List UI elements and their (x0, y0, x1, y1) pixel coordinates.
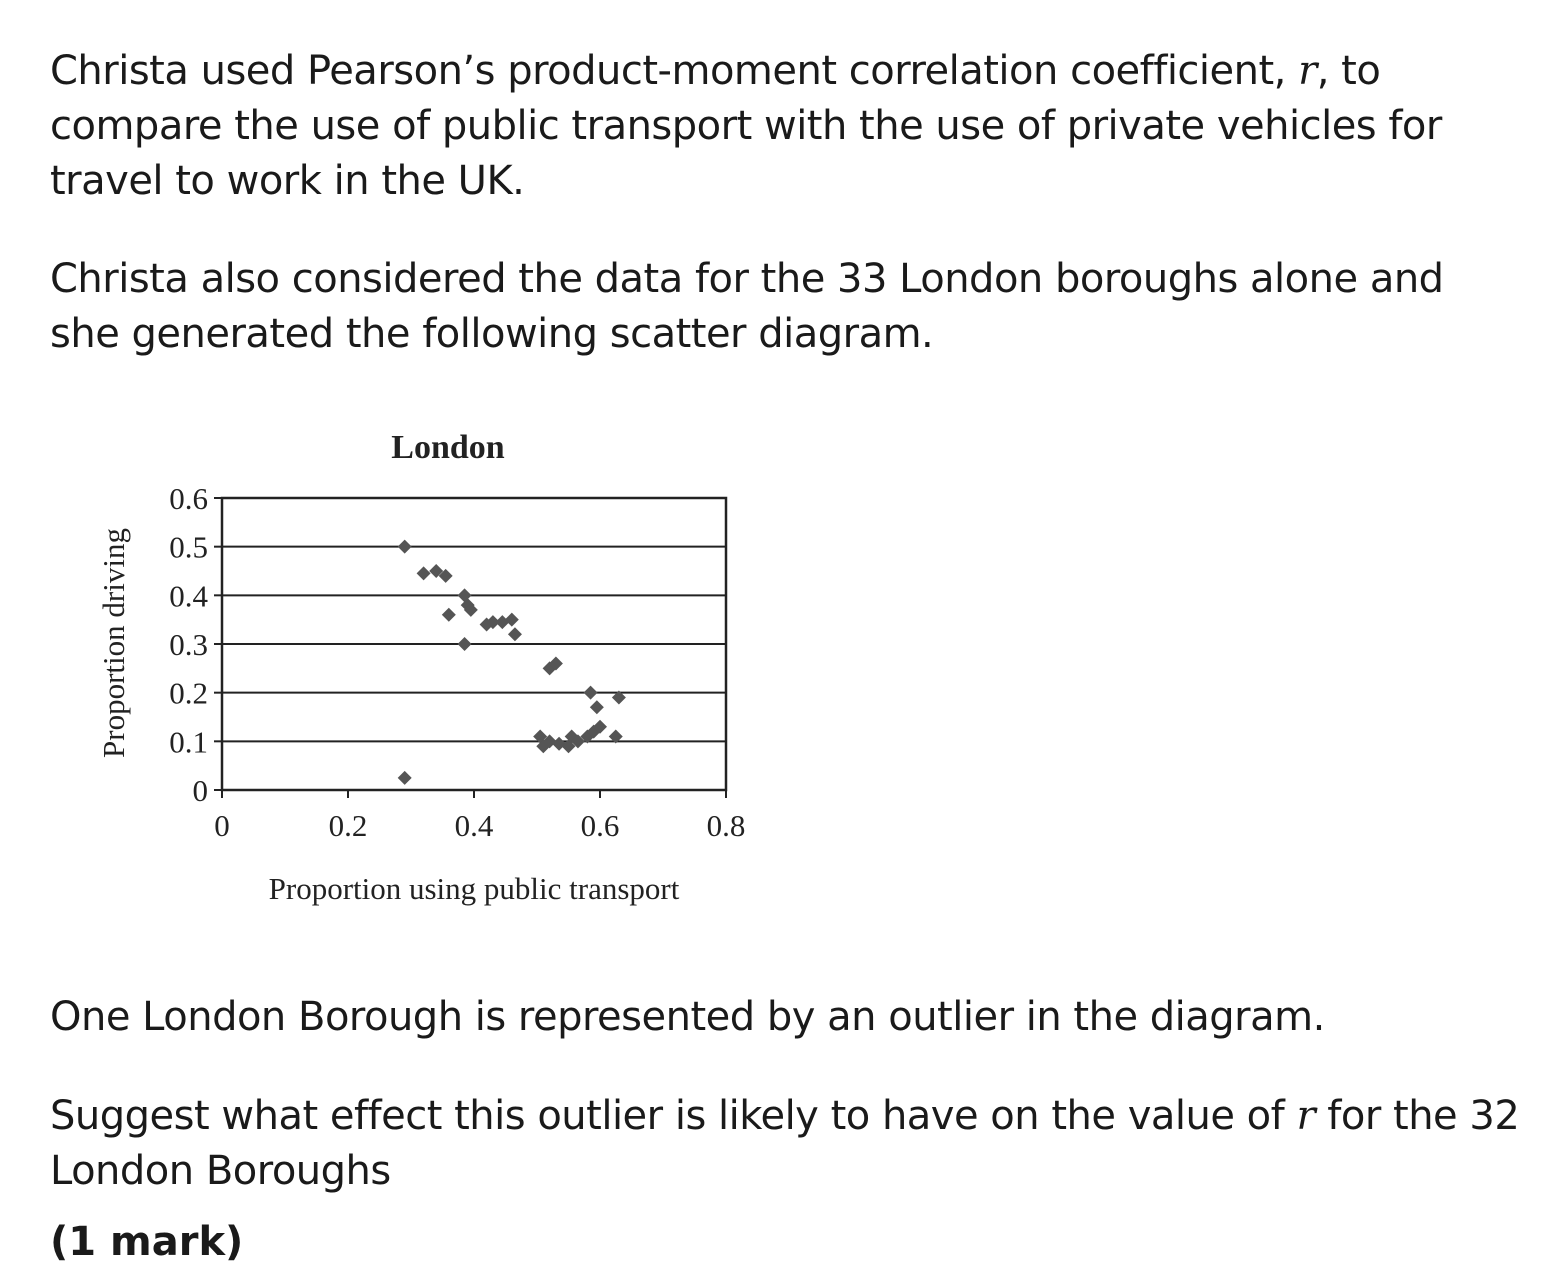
x-tick-label: 0.4 (454, 808, 494, 843)
data-point (590, 700, 604, 714)
r-symbol-2: r (1296, 1093, 1316, 1139)
question-paragraph-outlier: One London Borough is represented by an outlier in the diagram. (50, 994, 1325, 1040)
y-axis-label: Proportion driving (96, 528, 131, 758)
y-tick-label: 0 (192, 773, 208, 808)
data-point (417, 566, 431, 580)
data-point (398, 771, 412, 785)
data-point (398, 540, 412, 554)
x-axis-label: Proportion using public transport (268, 871, 680, 906)
para1-text-b: , to compare the use of public transport with the use of private vehicles for travel to work in the UK. (50, 48, 1442, 204)
x-tick-label: 0 (214, 808, 230, 843)
y-tick-label: 0.4 (169, 578, 208, 614)
r-symbol: r (1298, 48, 1317, 94)
data-points (398, 540, 626, 785)
question-paragraph-prompt (50, 1089, 1520, 1199)
x-tick-label: 0.8 (706, 808, 746, 843)
marks-label: (1 mark) (50, 1219, 244, 1265)
data-point (442, 608, 456, 622)
y-tick-label: 0.1 (169, 724, 208, 760)
y-tick-label: 0.6 (169, 481, 208, 516)
para4-text-a: Suggest what effect this outlier is likely to have on the value of (50, 1093, 1297, 1139)
x-tick-label: 0.2 (328, 808, 368, 843)
data-point (584, 686, 598, 700)
para4-text-b: for the 32 London Boroughs (50, 1093, 1520, 1194)
y-tick-label: 0.2 (169, 675, 208, 711)
question-paragraph-london: Christa also considered the data for the 33 London boroughs alone and she generated the following scatter diagram. (50, 256, 1444, 357)
chart-title: London (391, 429, 505, 466)
data-point (458, 637, 472, 651)
gridlines (222, 547, 726, 742)
axis-ticks (169, 481, 745, 843)
data-point (505, 613, 519, 627)
y-tick-label: 0.5 (169, 529, 208, 565)
y-tick-label: 0.3 (169, 627, 208, 662)
para1-text-a: Christa used Pearson’s product-moment correlation coefficient, (50, 48, 1299, 94)
data-point (508, 627, 522, 641)
x-tick-label: 0.6 (580, 808, 620, 843)
